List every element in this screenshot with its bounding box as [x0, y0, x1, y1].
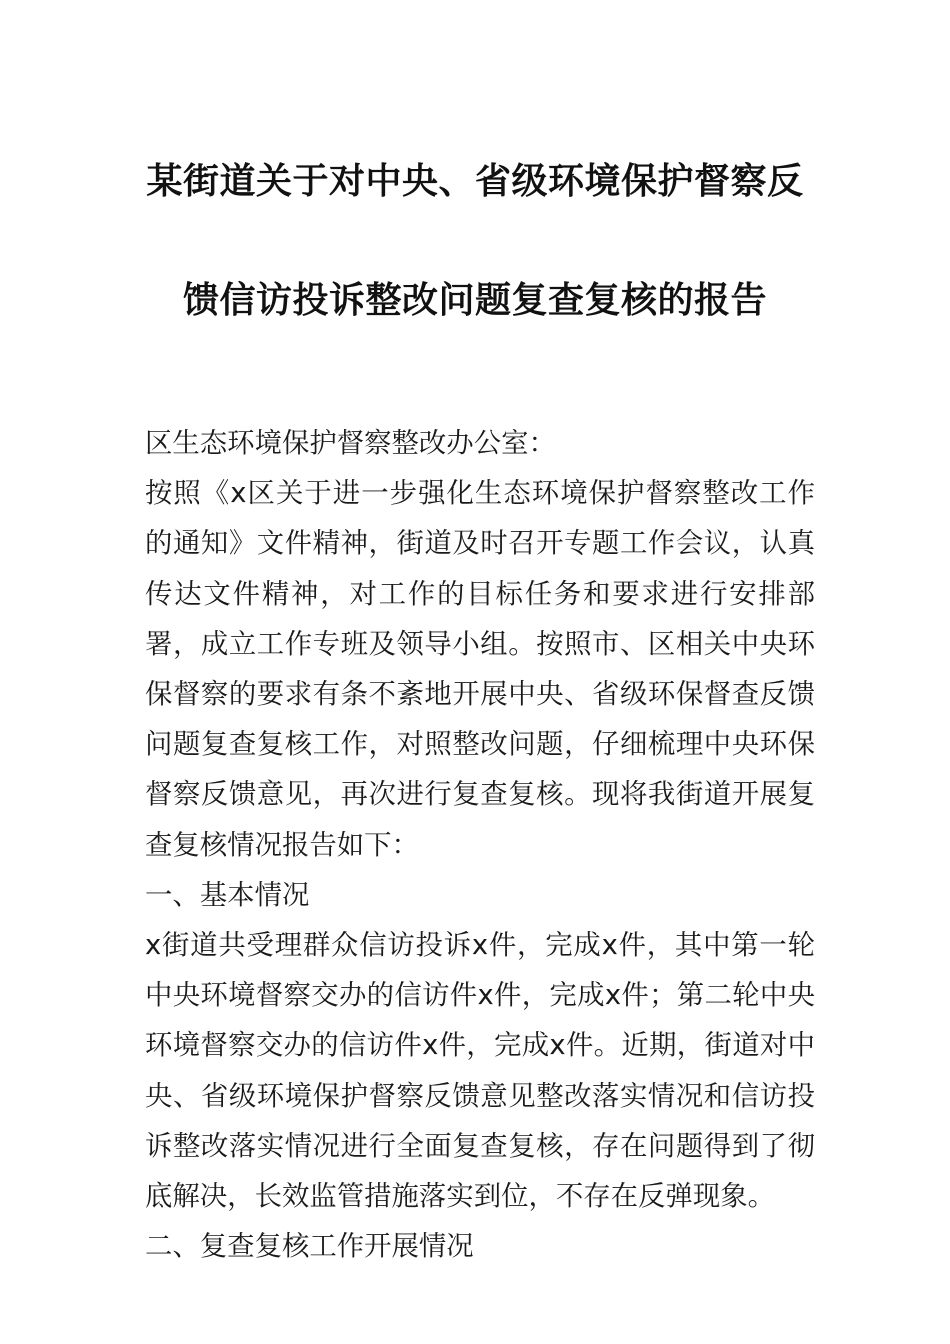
- document-body: [145, 419, 815, 1272]
- paragraph-intro: 按照《x区关于进一步强化生态环境保护督察整改工作的通知》文件精神，街道及时召开专题工作会议，认真传达文件精神，对工作的目标任务和要求进行安排部署，成立工作专班及领导小组。按照市、区相关中央环保督察的要求有条不紊地开展中央、省级环保督查反馈问题复查复核工作，对照整改问题，仔细梳理中央环保督察反馈意见，再次进行复查复核。现将我街道开展复查复核情况报告如下：: [145, 478, 815, 861]
- paragraph-basic-situation: x街道共受理群众信访投诉x件，完成x件，其中第一轮中央环境督察交办的信访件x件，完成x件；第二轮中央环境督察交办的信访件x件，完成x件。近期，街道对中央、省级环境保护督察反馈意见整改落实情况和信访投诉整改落实情况进行全面复查复核，存在问题得到了彻底解决，长效监管措施落实到位，不存在反弹现象。: [145, 930, 815, 1213]
- addressee: 区生态环境保护督察整改办公室：: [145, 428, 556, 459]
- section-heading-review-work: 二、复查复核工作开展情况: [145, 1231, 474, 1263]
- section-heading-basic-situation: 一、基本情况: [145, 879, 310, 911]
- document-title-line-2: 馈信访投诉整改问题复查复核的报告: [182, 280, 767, 321]
- document-title-line-1: 某街道关于对中央、省级环境保护督察反: [146, 161, 804, 202]
